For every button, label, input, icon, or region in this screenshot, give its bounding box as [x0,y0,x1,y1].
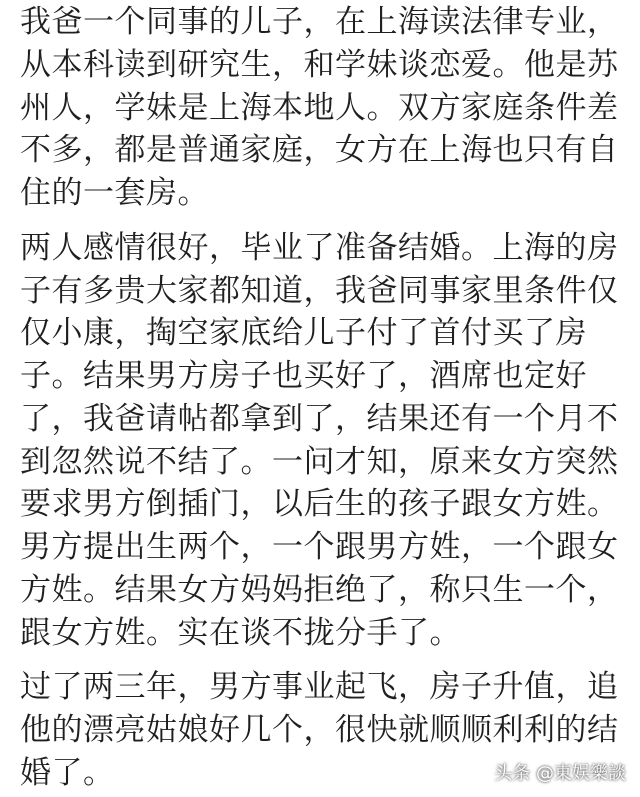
paragraph-line: 他的漂亮姑娘好几个，很快就顺顺利利的结 [20,712,619,748]
paragraph-line: 不多，都是普通家庭，女方在上海也只有自 [20,132,619,168]
paragraph-line: 男方提出生两个，一个跟男方姓，一个跟女 [20,529,619,565]
source-watermark: 头条 @東娱樂談 [494,763,626,784]
paragraph-line: 跟女方姓。实在谈不拢分手了。 [20,615,461,651]
paragraph-line: 住的一套房。 [20,175,209,211]
paragraph-line: 婚了。 [20,755,115,791]
paragraph-line: 两人感情很好，毕业了准备结婚。上海的房 [20,230,619,266]
paragraph-line: 方姓。结果女方妈妈拒绝了，称只生一个， [20,572,619,608]
paragraph-line: 从本科读到研究生，和学妹谈恋爱。他是苏 [20,47,619,83]
paragraph-line: 我爸一个同事的儿子，在上海读法律专业， [20,4,619,40]
paragraph-line: 子。结果男方房子也买好了，酒席也定好 [20,358,587,394]
paragraph-line: 过了两三年，男方事业起飞，房子升值，追 [20,669,619,705]
paragraph-line: 子有多贵大家都知道，我爸同事家里条件仅 [20,273,619,309]
paragraph-line: 州人，学妹是上海本地人。双方家庭条件差 [20,90,619,126]
paragraph-line: 要求男方倒插门，以后生的孩子跟女方姓。 [20,486,619,522]
paragraph-line: 仅小康，掏空家底给儿子付了首付买了房 [20,315,587,351]
paragraph-line: 了，我爸请帖都拿到了，结果还有一个月不 [20,401,619,437]
paragraph-line: 到忽然说不结了。一问才知，原来女方突然 [20,444,619,480]
